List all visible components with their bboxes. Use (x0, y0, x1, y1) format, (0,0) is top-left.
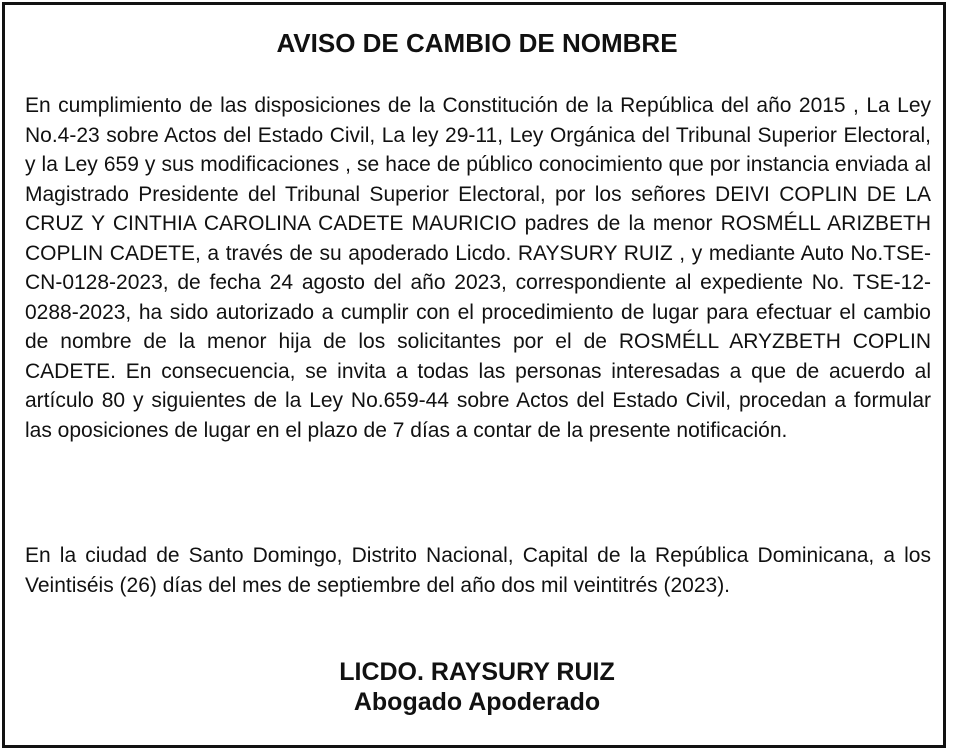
signature-role: Abogado Apoderado (353, 688, 601, 716)
notice-body-paragraph: En cumplimiento de las disposiciones de la Constitución de la República del año 2015 , La Ley No.4-23 sobre Actos del Estado Civil, La ley 29-11, Ley Orgánica del Tribunal Superior Electoral, y la Ley 659 y sus modificaciones , se hace de público conocimiento que por instancia enviada al Magistrado Presidente del Tribunal Superior Electoral, por los señores DEIVI COPLIN DE LA CRUZ Y CINTHIA CAROLINA CADETE MAURICIO padres de la menor ROSMÉLL ARIZBETH COPLIN CADETE, a través de su apoderado Licdo. RAYSURY RUIZ , y mediante Auto No.TSE-CN-0128-2023, de fecha 24 agosto del año 2023, correspondiente al expediente No. TSE-12-0288-2023, ha sido autorizado a cumplir con el procedimiento de lugar para efectuar el cambio de nombre de la menor hija de los solicitantes por el de ROSMÉLL ARYZBETH COPLIN CADETE. En consecuencia, se invita a todas las personas interesadas a que de acuerdo al artículo 80 y siguientes de la Ley No.659-44 sobre Actos del Estado Civil, procedan a formular las oposiciones de lugar en el plazo de 7 días a contar de la presente notificación. (25, 94, 931, 442)
signature-name: LICDO. RAYSURY RUIZ (339, 658, 615, 686)
notice-date-paragraph: En la ciudad de Santo Domingo, Distrito Nacional, Capital de la República Dominicana, a los Veintiséis (26) días del mes de septiembre del año dos mil veintitrés (2023). (25, 544, 931, 597)
notice-frame (2, 2, 946, 748)
signature-block (5, 657, 949, 717)
notice-title: AVISO DE CAMBIO DE NOMBRE (276, 28, 678, 58)
